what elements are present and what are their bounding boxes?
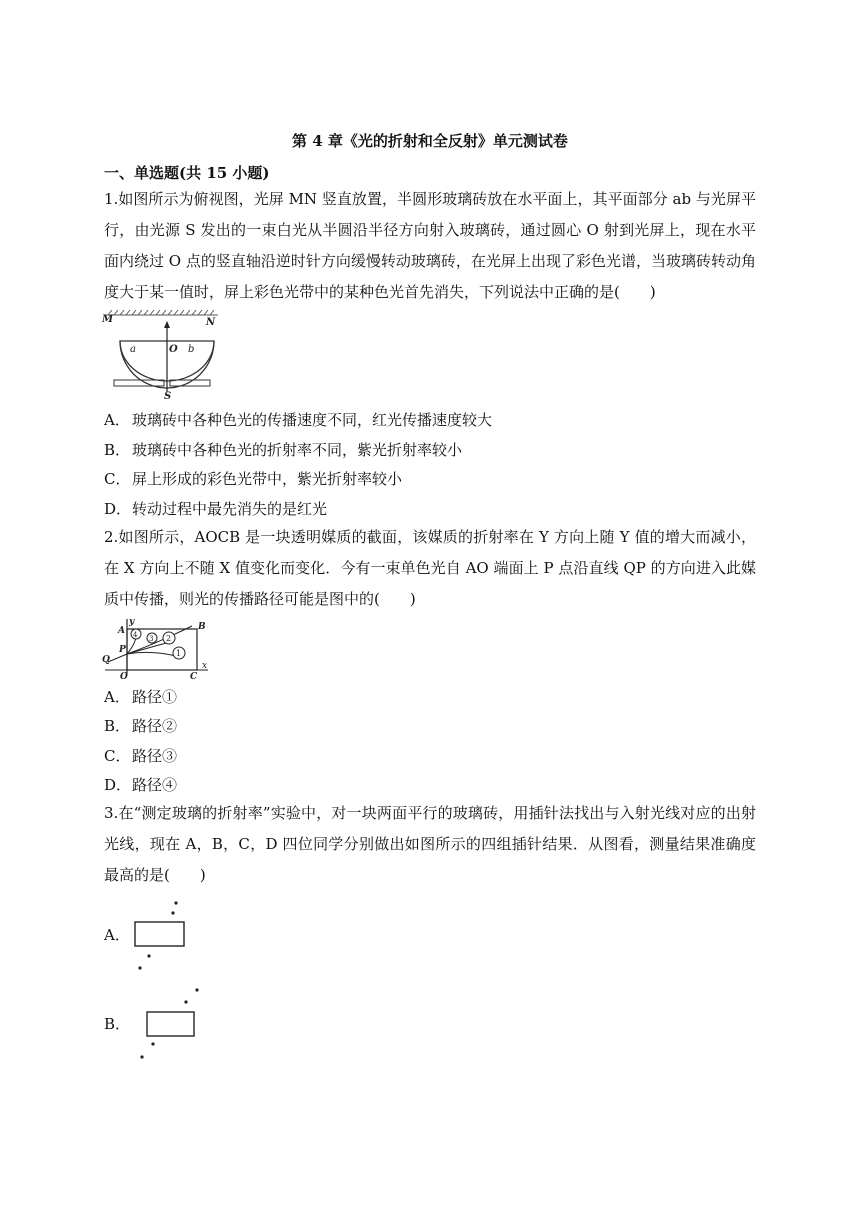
section-heading: 一、单选题(共 15 小题): [104, 164, 270, 182]
question-1-text: 1.如图所示为俯视图，光屏 MN 竖直放置，半圆形玻璃砖放在水平面上，其平面部分 ab 与光屏平行，由光源 S 发出的一束白光从半圆沿半径方向射入玻璃砖，通过圆心 O 射到光屏上，现在水平面内绕过 O 点的竖直轴沿逆时针方向缓慢转动玻璃砖，在光屏上出现了彩色光谱，当玻璃砖转动角度大于某一值时，屏上彩色光带中的某种色光首先消失，下列说法中正确的是( ): [104, 190, 756, 301]
option-letter: D．: [104, 776, 132, 794]
option-text: 路径③: [132, 747, 178, 765]
svg-text:y: y: [129, 617, 135, 627]
option-letter: A．: [104, 411, 130, 429]
q3-option-a[interactable]: [104, 925, 132, 945]
svg-text:N: N: [206, 317, 216, 328]
svg-text:Q: Q: [102, 655, 110, 665]
option-text: 路径②: [132, 717, 178, 735]
option-letter: B．: [104, 441, 131, 459]
q2-option-c[interactable]: [104, 746, 177, 766]
option-text: 转动过程中最先消失的是红光: [132, 500, 328, 518]
svg-text:4: 4: [133, 631, 138, 639]
option-letter: C．: [104, 747, 131, 765]
q3-option-a-figure: [130, 898, 190, 978]
q1-option-a[interactable]: [104, 410, 492, 430]
option-letter: A．: [104, 688, 130, 706]
q3-option-b-figure: [135, 984, 205, 1064]
svg-text:x: x: [202, 661, 208, 671]
svg-text:C: C: [190, 672, 198, 680]
svg-text:B: B: [198, 622, 206, 632]
option-letter: B．: [104, 717, 131, 735]
option-letter: B．: [104, 1015, 131, 1033]
q3-option-b[interactable]: [104, 1014, 132, 1034]
q1-option-c[interactable]: [104, 469, 402, 489]
option-letter: C．: [104, 470, 131, 488]
q2-option-b[interactable]: [104, 716, 177, 736]
question-1-figure: [100, 308, 225, 400]
option-text: 玻璃砖中各种色光的传播速度不同，红光传播速度较大: [132, 411, 493, 429]
option-letter: D．: [104, 500, 132, 518]
svg-text:O: O: [120, 672, 128, 680]
svg-text:O: O: [169, 344, 178, 355]
option-text: 路径④: [132, 776, 178, 794]
svg-text:2: 2: [166, 634, 172, 643]
svg-text:a: a: [130, 344, 136, 355]
svg-text:3: 3: [149, 635, 154, 643]
question-2-text: 2.如图所示，AOCB 是一块透明媒质的截面，该媒质的折射率在 Y 方向上随 Y 值的增大而减小，在 X 方向上不随 X 值变化而变化．今有一束单色光自 AO 端面上 P 点沿直线 QP 的方向进入此媒质中传播，则光的传播路径可能是图中的( ): [104, 528, 756, 608]
question-2-figure: [100, 616, 212, 680]
svg-text:P: P: [119, 645, 126, 655]
q2-option-d[interactable]: [104, 775, 177, 795]
q1-option-b[interactable]: [104, 440, 462, 460]
question-3-text: 3.在“测定玻璃的折射率”实验中，对一块两面平行的玻璃砖，用插针法找出与入射光线对应的出射光线，现在 A，B，C，D 四位同学分别做出如图所示的四组插针结果．从图看，测量结果准确度最高的是( ): [104, 804, 756, 884]
q1-option-d[interactable]: [104, 499, 327, 519]
option-text: 玻璃砖中各种色光的折射率不同，紫光折射率较小: [132, 441, 463, 459]
svg-text:1: 1: [176, 649, 182, 658]
option-letter: A．: [104, 926, 130, 944]
svg-text:M: M: [102, 314, 114, 325]
option-text: 屏上形成的彩色光带中，紫光折射率较小: [132, 470, 403, 488]
svg-text:S: S: [164, 391, 172, 400]
q2-option-a[interactable]: [104, 687, 177, 707]
svg-text:A: A: [118, 626, 125, 636]
page-title: 第 4 章《光的折射和全反射》单元测试卷: [292, 132, 568, 150]
svg-text:b: b: [188, 344, 195, 355]
option-text: 路径①: [132, 688, 178, 706]
screen-mn: [106, 310, 218, 315]
